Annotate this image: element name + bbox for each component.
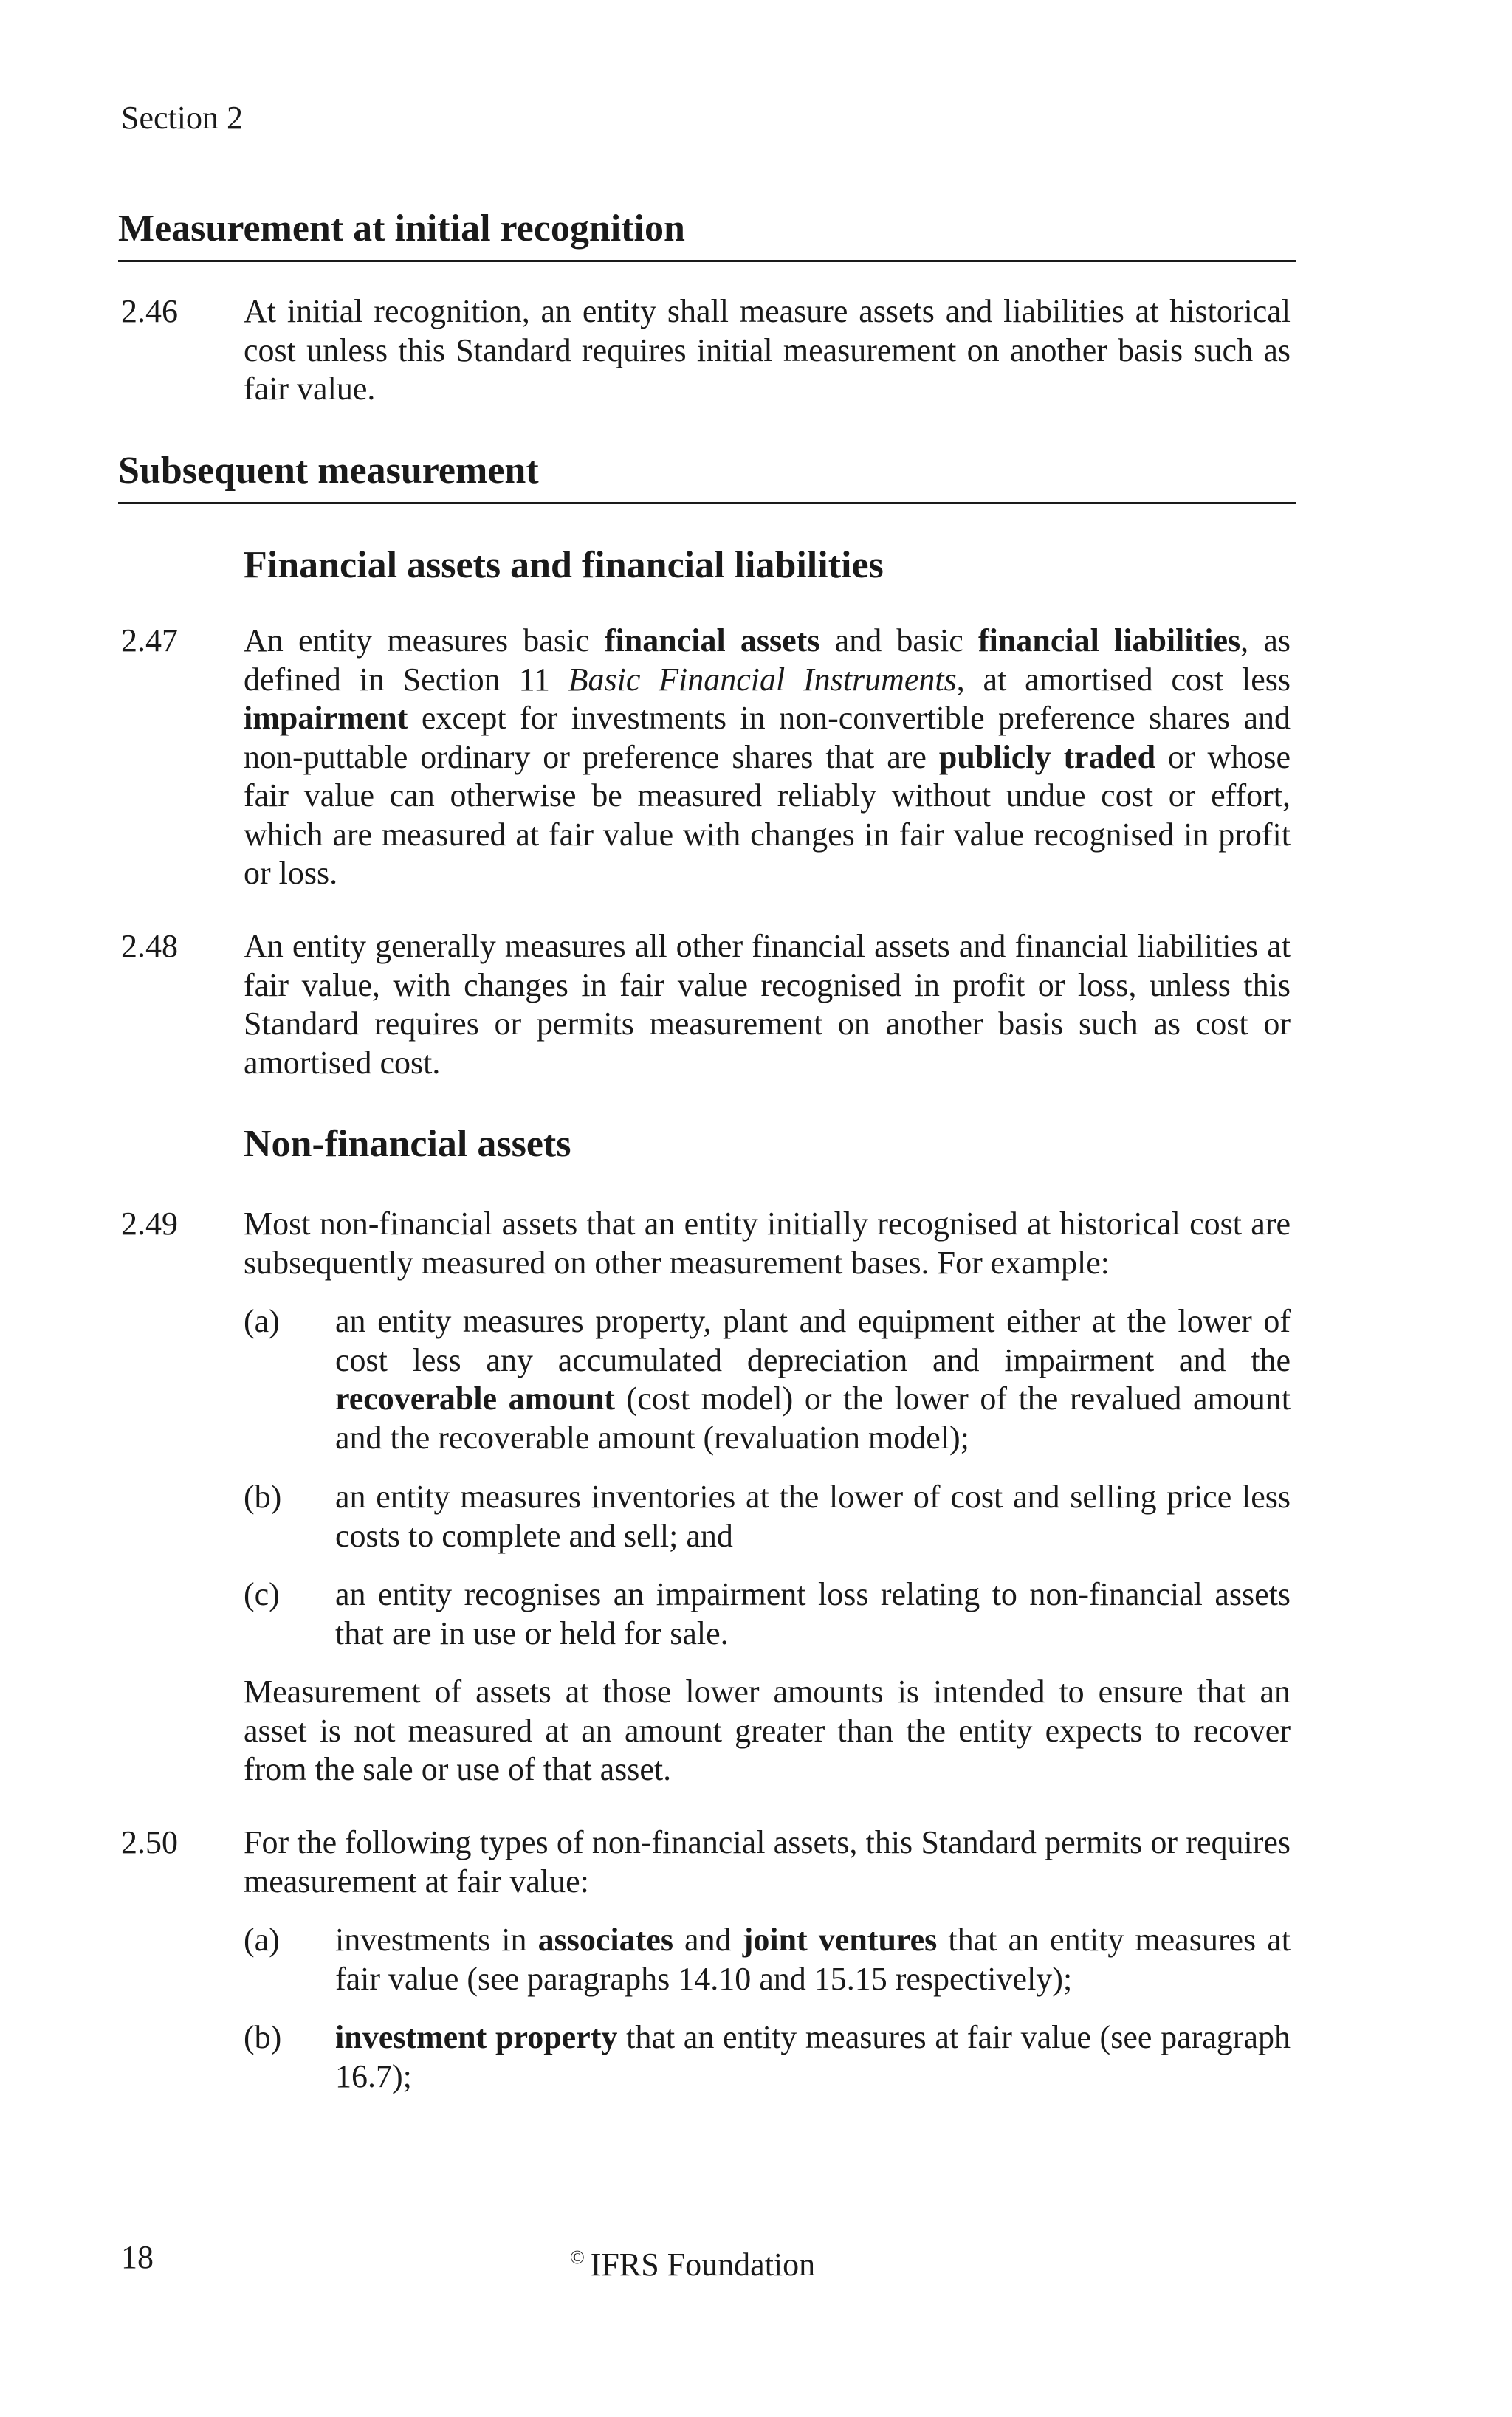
paragraph-2-46	[121, 292, 1291, 409]
list-item-text: an entity measures property, plant and equipment either at the lower of cost less any accumulated depreciation and impairment and the recoverable amount (cost model) or the lower of the revalued amount and the recoverable amount (revaluation model);	[335, 1303, 1291, 1456]
copyright-symbol: ©	[570, 2246, 585, 2268]
paragraph-text: An entity generally measures all other financial assets and financial liabilities at fair value, with changes in fair value recognised in profit or loss, unless this Standard requires or permits measurement on another basis such as cost or amortised cost.	[244, 928, 1291, 1081]
list-item-text: an entity recognises an impairment loss relating to non-financial assets that are in use or held for sale.	[335, 1576, 1291, 1651]
footer-org: IFRS Foundation	[590, 2246, 816, 2283]
paragraph-2-49	[121, 1205, 1291, 1282]
list-letter: (a)	[244, 1922, 280, 1958]
paragraph-2-47	[121, 622, 1291, 893]
list-letter: (b)	[244, 2019, 282, 2055]
defined-term: financial liabilities	[978, 622, 1241, 659]
footer-copyright	[570, 2235, 815, 2287]
list-item-text: investment property that an entity measures at fair value (see paragraph 16.7);	[335, 2019, 1291, 2094]
paragraph-text: An entity measures basic financial assets and basic financial liabilities, as defined in Section 11 Basic Financial Instruments, at amortised cost less impairment except for investments in non-convertible preference shares and non-puttable ordinary or preference shares that are publicly traded or whose fair value can otherwise be measured reliably without undue cost or effort, which are measured at fair value with changes in fair value recognised in profit or loss.	[244, 622, 1291, 891]
paragraph-text: For the following types of non-financial assets, this Standard permits or requires measurement at fair value:	[244, 1824, 1291, 1899]
paragraph-number: 2.50	[121, 1824, 178, 1860]
heading-initial-recognition: Measurement at initial recognition	[118, 205, 1296, 262]
paragraph-2-49-closing: Measurement of assets at those lower amounts is intended to ensure that an asset is not measured at an amount greater than the entity expects to recover from the sale or use of that asset.	[244, 1674, 1291, 1787]
paragraph-text: Most non-financial assets that an entity initially recognised at historical cost are subsequently measured on other measurement bases. For example:	[244, 1206, 1291, 1281]
defined-term: joint ventures	[742, 1922, 938, 1958]
paragraph-number: 2.47	[121, 622, 178, 659]
list-letter: (a)	[244, 1303, 280, 1339]
list-item-text: investments in associates and joint ventures that an entity measures at fair value (see paragraphs 14.10 and 15.15 respectively);	[335, 1922, 1291, 1997]
section-reference: Basic Financial Instruments	[568, 661, 957, 698]
heading-subsequent-measurement: Subsequent measurement	[118, 447, 1296, 504]
section-label: Section 2	[121, 100, 243, 136]
heading-non-financial-assets: Non-financial assets	[244, 1123, 571, 1165]
list-item-2-49-c	[244, 1575, 1291, 1653]
defined-term: financial assets	[604, 622, 820, 659]
paragraph-number: 2.48	[121, 928, 178, 964]
defined-term: recoverable amount	[335, 1381, 615, 1417]
paragraph-2-48	[121, 927, 1291, 1082]
list-item-2-50-a	[244, 1921, 1291, 1998]
defined-term: investment property	[335, 2019, 618, 2055]
list-letter: (c)	[244, 1576, 280, 1612]
defined-term: impairment	[244, 700, 408, 736]
list-item-2-49-b	[244, 1478, 1291, 1555]
paragraph-number: 2.46	[121, 293, 178, 329]
defined-term: publicly traded	[938, 738, 1156, 775]
defined-term: associates	[537, 1922, 673, 1958]
list-item-text: an entity measures inventories at the lower of cost and selling price less costs to complete and sell; and	[335, 1479, 1291, 1554]
paragraph-text: At initial recognition, an entity shall measure assets and liabilities at historical cost unless this Standard requires initial measurement on another basis such as fair value.	[244, 293, 1291, 407]
heading-financial-assets-liabilities: Financial assets and financial liabilities	[244, 544, 884, 586]
list-letter: (b)	[244, 1479, 282, 1515]
paragraph-2-50	[121, 1823, 1291, 1901]
paragraph-number: 2.49	[121, 1206, 178, 1242]
list-item-2-49-a	[244, 1302, 1291, 1457]
list-item-2-50-b	[244, 2018, 1291, 2096]
page-number: 18	[121, 2239, 154, 2275]
